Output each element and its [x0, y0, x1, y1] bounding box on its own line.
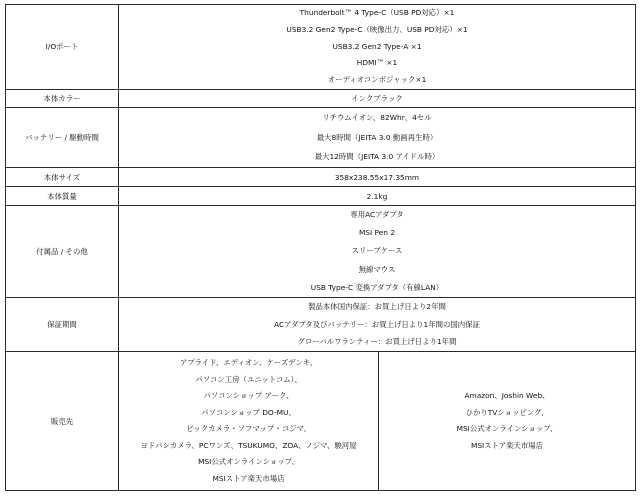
spec-label: 本体サイズ — [6, 168, 119, 187]
spec-value-line: USB Type-C 変換アダプタ（有線LAN） — [310, 282, 444, 292]
spec-row-io-ports — [6, 5, 636, 90]
spec-value-line: 無線マウス — [358, 264, 396, 274]
spec-value-line: MSI Pen 2 — [358, 228, 396, 238]
seller-line: パソコンショップ DO-MU、 — [201, 407, 296, 417]
spec-label: 付属品 / その他 — [6, 206, 119, 298]
sellers-store-list — [119, 352, 379, 490]
spec-value-line: USB3.2 Gen2 Type-A ×1 — [332, 41, 422, 51]
spec-label: 本体カラー — [6, 89, 119, 107]
spec-value-line: 製品本体国内保証：お買上げ日より2年間 — [308, 301, 446, 311]
spec-value: 358x238.55x17.35mm — [119, 168, 636, 187]
spec-value — [119, 5, 636, 90]
spec-value — [119, 206, 636, 298]
spec-value-line: 専用ACアダプタ — [350, 210, 404, 220]
spec-value-line: ACアダプタ及びバッテリー：お買上げ日より1年間の国内保証 — [274, 319, 480, 329]
seller-line: パソコン工房（ユニットコム）、 — [195, 374, 302, 384]
spec-table — [5, 4, 636, 491]
spec-value-line: 最大8時間（JEITA 3.0 動画再生時） — [316, 132, 438, 142]
spec-label: バッテリー / 駆動時間 — [6, 107, 119, 167]
seller-line: アプライド、エディオン、ケーズデンキ、 — [179, 358, 318, 368]
spec-value-line: HDMI™ ×1 — [356, 58, 398, 68]
seller-line: MSI公式オンラインショップ、 — [198, 457, 299, 467]
seller-line: Amazon、Joshin Web、 — [464, 391, 550, 401]
spec-row-weight — [6, 187, 636, 206]
spec-value-line: USB3.2 Gen2 Type-C（映像出力、USB PD対応）×1 — [286, 24, 468, 34]
seller-line: ひかりTVショッピング、 — [465, 407, 549, 417]
spec-row-battery — [6, 107, 636, 167]
sellers-subtable — [119, 352, 635, 490]
spec-row-color — [6, 89, 636, 107]
seller-line: ヨドバシカメラ、PCワンズ、TSUKUMO、ZOA、ノジマ、駿河屋 — [140, 440, 357, 450]
spec-value: インクブラック — [119, 89, 636, 107]
spec-label: 販売先 — [6, 352, 119, 491]
spec-value-line: オーディオコンボジャック×1 — [327, 75, 427, 85]
seller-line: パソコンショップ アーク、 — [203, 391, 294, 401]
seller-line: MSIストア楽天市場店 — [212, 473, 285, 483]
seller-line: MSIストア楽天市場店 — [470, 440, 544, 450]
spec-value-line: Thunderbolt™ 4 Type-C（USB PD対応）×1 — [299, 8, 455, 17]
spec-row-sellers — [6, 352, 636, 491]
spec-value: 2.1kg — [119, 187, 636, 206]
seller-line: ビックカメラ・ソフマップ・コジマ、 — [186, 424, 311, 434]
spec-value-line: グローバルワランティー：お買上げ日より1年間 — [297, 337, 457, 347]
spec-row-warranty — [6, 297, 636, 351]
spec-value-line: リチウムイオン、82Whr、4セル — [322, 112, 432, 122]
spec-value — [119, 297, 636, 351]
spec-row-accessories — [6, 206, 636, 298]
spec-label: I/Oポート — [6, 5, 119, 90]
seller-line: MSI公式オンラインショップ、 — [456, 424, 558, 434]
spec-label: 保証期間 — [6, 297, 119, 351]
spec-value — [119, 107, 636, 167]
spec-value — [119, 352, 636, 491]
spec-label: 本体質量 — [6, 187, 119, 206]
spec-row-size — [6, 168, 636, 187]
sellers-online-list — [379, 352, 635, 490]
spec-value-line: 最大12時間（JEITA 3.0 アイドル時） — [314, 152, 440, 162]
spec-value-line: スリーブケース — [351, 246, 403, 256]
